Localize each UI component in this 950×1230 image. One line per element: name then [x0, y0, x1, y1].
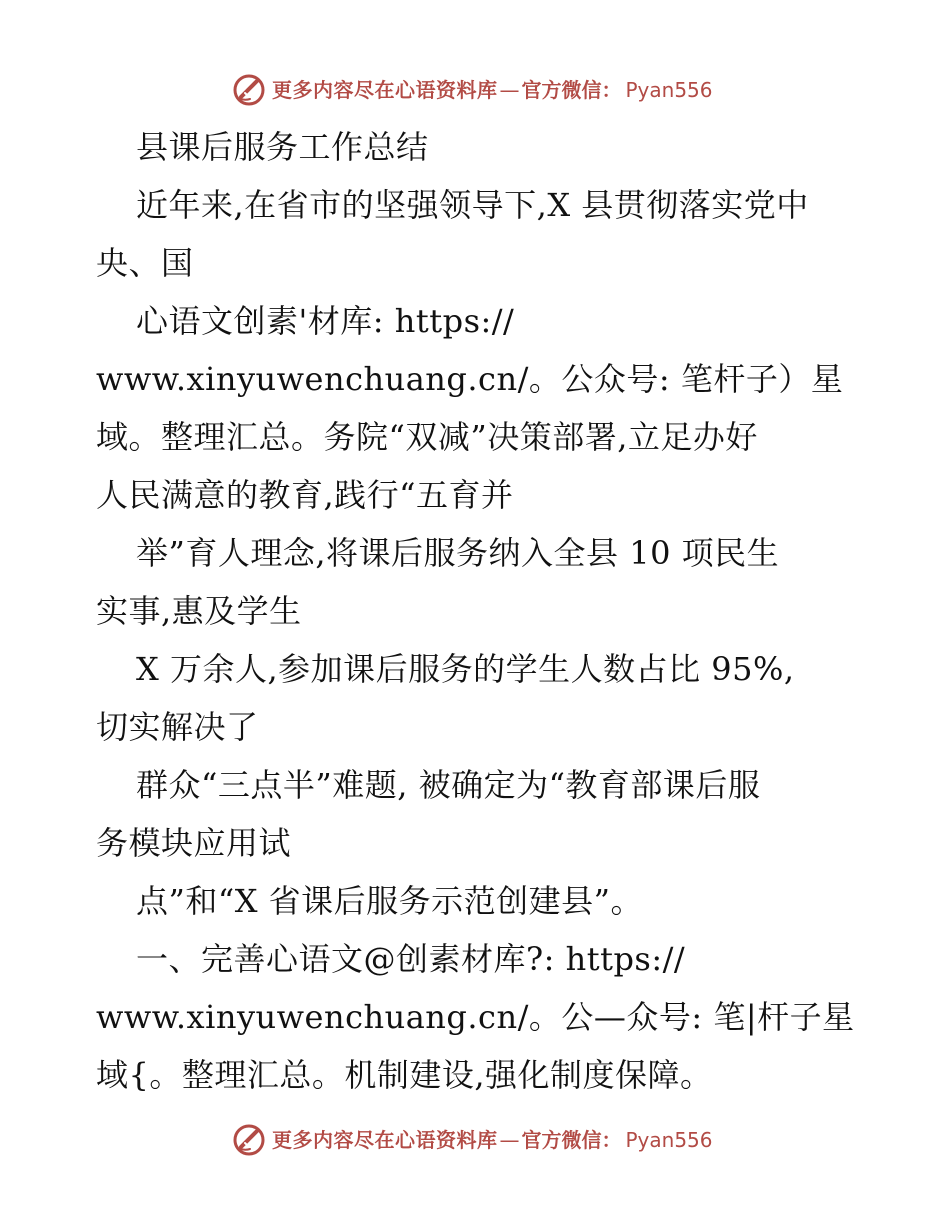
paragraph-line: 务模块应用试 — [96, 824, 292, 862]
paragraph-line: 点”和“X 省课后服务示范创建县”。 — [136, 882, 644, 920]
document-body — [96, 118, 856, 1104]
paragraph-line: 群众“三点半”难题, 被确定为“教育部课后服 — [136, 766, 761, 804]
paragraph-line: www.xinyuwenchuang.cn/。公众号: 笔杆子）星 — [96, 360, 844, 398]
paragraph-line: 域。整理汇总。务院“双减”决策部署,立足办好 — [96, 418, 758, 456]
paragraph-line: 央、国 — [96, 244, 194, 282]
paragraph-line: 心语文创素'材库: https:// — [136, 302, 515, 340]
paragraph-line: 人民满意的教育,践行“五育并 — [96, 476, 514, 514]
footer-banner — [232, 1120, 732, 1160]
footer-banner-text — [272, 1130, 713, 1150]
header-banner-id: Pyan556 — [625, 78, 713, 102]
paragraph-line: 切实解决了 — [96, 708, 259, 746]
footer-banner-id: Pyan556 — [625, 1128, 713, 1152]
paragraph-line: 举”育人理念,将课后服务纳入全县 10 项民生 — [136, 534, 780, 572]
footer-banner-main: 更多内容尽在心语资料库 — [272, 1128, 498, 1152]
paragraph-line: 实事,惠及学生 — [96, 592, 302, 630]
header-banner-text — [272, 80, 713, 100]
section-heading-line: 一、完善心语文@创素材库?: https:// — [136, 940, 686, 978]
header-banner-label: 官方微信： — [521, 78, 622, 102]
footer-banner-separator: — — [499, 1128, 520, 1152]
section-heading-line: www.xinyuwenchuang.cn/。公—众号: 笔|杆子星 — [96, 998, 855, 1036]
header-banner-separator: — — [499, 78, 520, 102]
paragraph-line: 近年来,在省市的坚强领导下,X 县贯彻落实党中 — [136, 186, 809, 224]
paragraph-line: X 万余人,参加课后服务的学生人数占比 95%, — [136, 650, 795, 688]
pen-seal-icon — [232, 1123, 266, 1157]
document-title: 县课后服务工作总结 — [136, 128, 429, 166]
section-heading-line: 域{。整理汇总。机制建设,强化制度保障。 — [96, 1056, 713, 1094]
header-banner-main: 更多内容尽在心语资料库 — [272, 78, 498, 102]
footer-banner-label: 官方微信： — [521, 1128, 622, 1152]
pen-seal-icon — [232, 73, 266, 107]
header-banner — [232, 70, 732, 110]
